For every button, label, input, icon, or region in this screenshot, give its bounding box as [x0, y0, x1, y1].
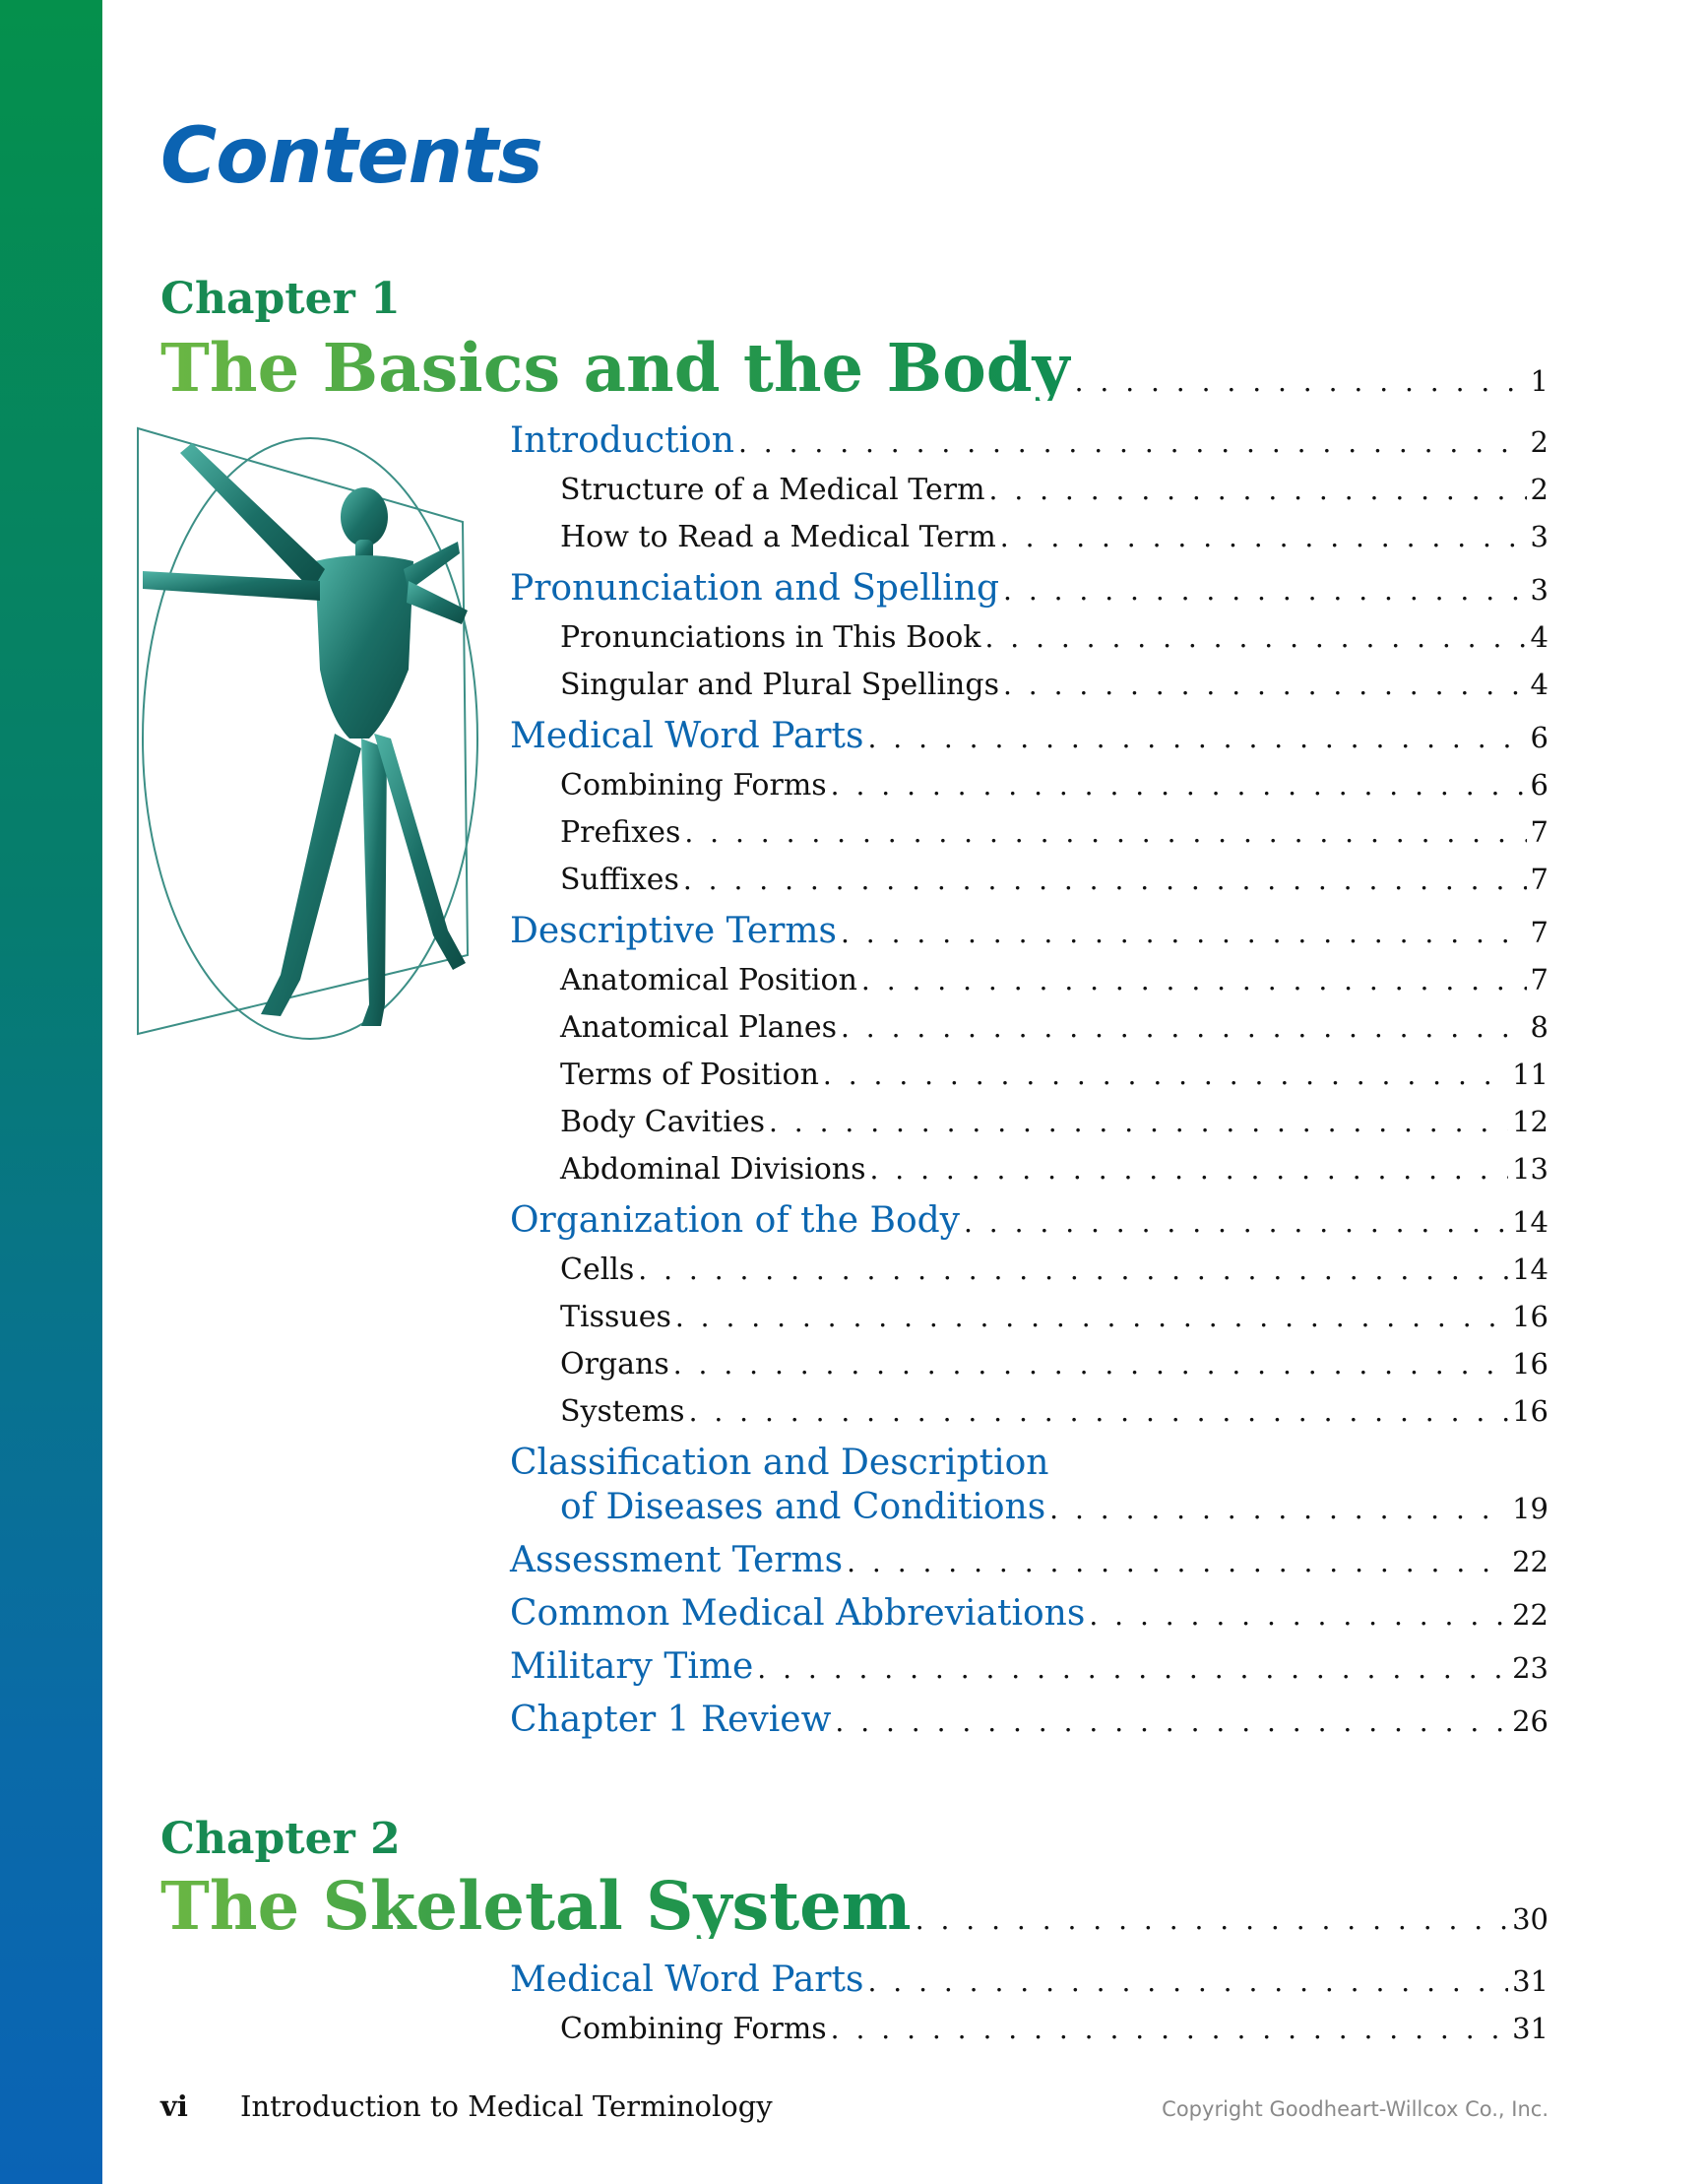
toc-entry[interactable] [510, 911, 1548, 951]
leader-dots [673, 1348, 1508, 1381]
toc-entry[interactable] [510, 1540, 1548, 1580]
toc-entry[interactable] [560, 963, 1548, 997]
toc-entry-page: 4 [1530, 620, 1548, 654]
toc-entry-text-line2: of Diseases and Conditions [560, 1487, 1046, 1527]
toc-entry-page: 16 [1512, 1394, 1548, 1428]
leader-dots [867, 722, 1526, 754]
toc-entry-page: 7 [1530, 916, 1548, 949]
leader-dots [683, 864, 1527, 896]
copyright-notice: Copyright Goodheart-Willcox Co., Inc. [1162, 2097, 1548, 2121]
toc-entry-text: Assessment Terms [510, 1540, 844, 1580]
leader-dots [738, 426, 1527, 459]
toc-entry[interactable] [560, 1487, 1548, 1527]
toc-entry-text: Organization of the Body [510, 1200, 960, 1241]
chapter-2-title-row[interactable] [160, 1867, 1548, 1945]
toc-entry-page: 23 [1512, 1651, 1548, 1685]
toc-entry-text: Medical Word Parts [510, 716, 864, 756]
leader-dots [675, 1301, 1508, 1333]
toc-entry[interactable] [510, 1700, 1548, 1740]
toc-entry-page: 13 [1512, 1152, 1548, 1186]
toc-entry-text: Combining Forms [560, 768, 827, 803]
leader-dots [684, 816, 1526, 849]
toc-entry[interactable] [510, 716, 1548, 756]
toc-entry-text: Chapter 1 Review [510, 1700, 832, 1740]
leader-dots [823, 1059, 1508, 1091]
toc-entry-page: 3 [1530, 520, 1548, 553]
toc-entry[interactable] [560, 520, 1548, 554]
toc-entry-text: Cells [560, 1253, 635, 1287]
chapter-1-label: Chapter 1 [160, 274, 401, 324]
toc-entry[interactable] [560, 815, 1548, 850]
toc-entry-page: 7 [1530, 863, 1548, 896]
toc-entry[interactable] [560, 1253, 1548, 1287]
leader-dots [847, 1546, 1508, 1578]
toc-entry-page: 16 [1512, 1300, 1548, 1333]
toc-entry-page: 22 [1512, 1545, 1548, 1578]
leader-dots [964, 1206, 1508, 1239]
toc-entry[interactable] [510, 1200, 1548, 1241]
toc-entry[interactable] [560, 1105, 1548, 1139]
book-title: Introduction to Medical Terminology [240, 2089, 773, 2123]
toc-entry[interactable] [560, 1152, 1548, 1187]
toc-entry-page: 8 [1530, 1010, 1548, 1044]
toc-entry-page: 16 [1512, 1347, 1548, 1381]
toc-entry-page: 11 [1512, 1058, 1548, 1091]
toc-entry[interactable] [560, 668, 1548, 702]
toc-entry-text: Anatomical Position [560, 963, 857, 997]
toc-entry[interactable] [510, 1646, 1548, 1687]
leader-dots [769, 1106, 1508, 1138]
toc-entry-text: Body Cavities [560, 1105, 765, 1139]
toc-entry-text: Terms of Position [560, 1058, 819, 1092]
page-folio: vi [160, 2089, 188, 2123]
toc-entry[interactable] [560, 1347, 1548, 1381]
leader-dots [1075, 365, 1527, 398]
toc-entry-page: 22 [1512, 1598, 1548, 1632]
toc-entry-page: 31 [1512, 2012, 1548, 2045]
toc-entry[interactable] [560, 1300, 1548, 1334]
leader-dots [869, 1153, 1508, 1186]
toc-entry-page: 19 [1512, 1492, 1548, 1525]
toc-entry-text: Prefixes [560, 815, 681, 850]
leader-dots [841, 917, 1527, 949]
toc-entry-text: How to Read a Medical Term [560, 520, 996, 554]
chapter-1-title-row[interactable] [160, 329, 1548, 407]
side-color-bar [0, 0, 102, 2184]
toc-entry-text-line1[interactable]: Classification and Description [510, 1443, 1049, 1483]
toc-entry[interactable] [560, 1394, 1548, 1429]
toc-entry-page: 7 [1530, 815, 1548, 849]
leader-dots [841, 1011, 1527, 1044]
toc-entry-text: Common Medical Abbreviations [510, 1593, 1086, 1634]
leader-dots [831, 2013, 1508, 2045]
leader-dots [638, 1253, 1508, 1286]
toc-entry-page: 2 [1530, 425, 1548, 459]
leader-dots [1089, 1599, 1508, 1632]
toc-entry-text: Abdominal Divisions [560, 1152, 866, 1187]
toc-entry[interactable] [560, 2012, 1548, 2046]
toc-entry-page: 14 [1512, 1253, 1548, 1286]
toc-entry-text: Systems [560, 1394, 685, 1429]
toc-entry-text: Combining Forms [560, 2012, 827, 2046]
toc-entry-page: 12 [1512, 1105, 1548, 1138]
vitruvian-figure-illustration [133, 423, 497, 1054]
toc-entry-text: Suffixes [560, 863, 679, 897]
leader-dots [1000, 521, 1527, 553]
toc-entry-page: 6 [1530, 768, 1548, 802]
leader-dots [1049, 1493, 1508, 1525]
leader-dots [867, 1965, 1508, 1998]
leader-dots [831, 769, 1527, 802]
toc-entry[interactable] [560, 473, 1548, 507]
leader-dots [1003, 574, 1527, 607]
toc-entry-text: Pronunciation and Spelling [510, 568, 1000, 609]
toc-entry-page: 6 [1530, 721, 1548, 754]
toc-entry-text: Singular and Plural Spellings [560, 668, 999, 702]
toc-entry-page: 2 [1530, 473, 1548, 506]
toc-entry-page: 3 [1530, 573, 1548, 607]
toc-entry-text: Organs [560, 1347, 669, 1381]
toc-entry-text: Introduction [510, 420, 734, 461]
chapter-1-title: The Basics and the Body [160, 329, 1071, 407]
toc-entry[interactable] [560, 1058, 1548, 1092]
toc-entry-page: 7 [1530, 963, 1548, 996]
leader-dots [835, 1705, 1508, 1738]
toc-entry-page: 14 [1512, 1205, 1548, 1239]
leader-dots [989, 474, 1527, 506]
toc-entry-text: Anatomical Planes [560, 1010, 837, 1045]
toc-entry[interactable] [510, 568, 1548, 609]
toc-entry-text: Pronunciations in This Book [560, 620, 981, 655]
leader-dots [689, 1395, 1509, 1428]
toc-entry[interactable] [560, 1010, 1548, 1045]
toc-entry-text: Medical Word Parts [510, 1959, 864, 2000]
leader-dots [984, 621, 1526, 654]
toc-entry-page: 31 [1512, 1964, 1548, 1998]
chapter-2-page: 30 [1512, 1902, 1548, 1936]
toc-entry-text: Military Time [510, 1646, 754, 1687]
toc-entry-text: Descriptive Terms [510, 911, 837, 951]
chapter-1-page: 1 [1530, 364, 1548, 398]
chapter-2-label: Chapter 2 [160, 1814, 401, 1864]
leader-dots [757, 1652, 1508, 1685]
toc-entry[interactable] [510, 1593, 1548, 1634]
toc-entry-text: Tissues [560, 1300, 671, 1334]
chapter-2-title: The Skeletal System [160, 1867, 912, 1945]
toc-entry-text: Structure of a Medical Term [560, 473, 985, 507]
page-footer [160, 2089, 1548, 2123]
toc-entry-page: 4 [1530, 668, 1548, 701]
page-title: Contents [160, 112, 542, 201]
toc-entry[interactable] [560, 620, 1548, 655]
toc-entry[interactable] [560, 863, 1548, 897]
toc-entry-page: 26 [1512, 1704, 1548, 1738]
leader-dots [1003, 669, 1527, 701]
toc-entry[interactable] [560, 768, 1548, 803]
toc-entry[interactable] [510, 420, 1548, 461]
leader-dots [861, 964, 1527, 996]
leader-dots [916, 1903, 1508, 1936]
toc-entry[interactable] [510, 1959, 1548, 2000]
